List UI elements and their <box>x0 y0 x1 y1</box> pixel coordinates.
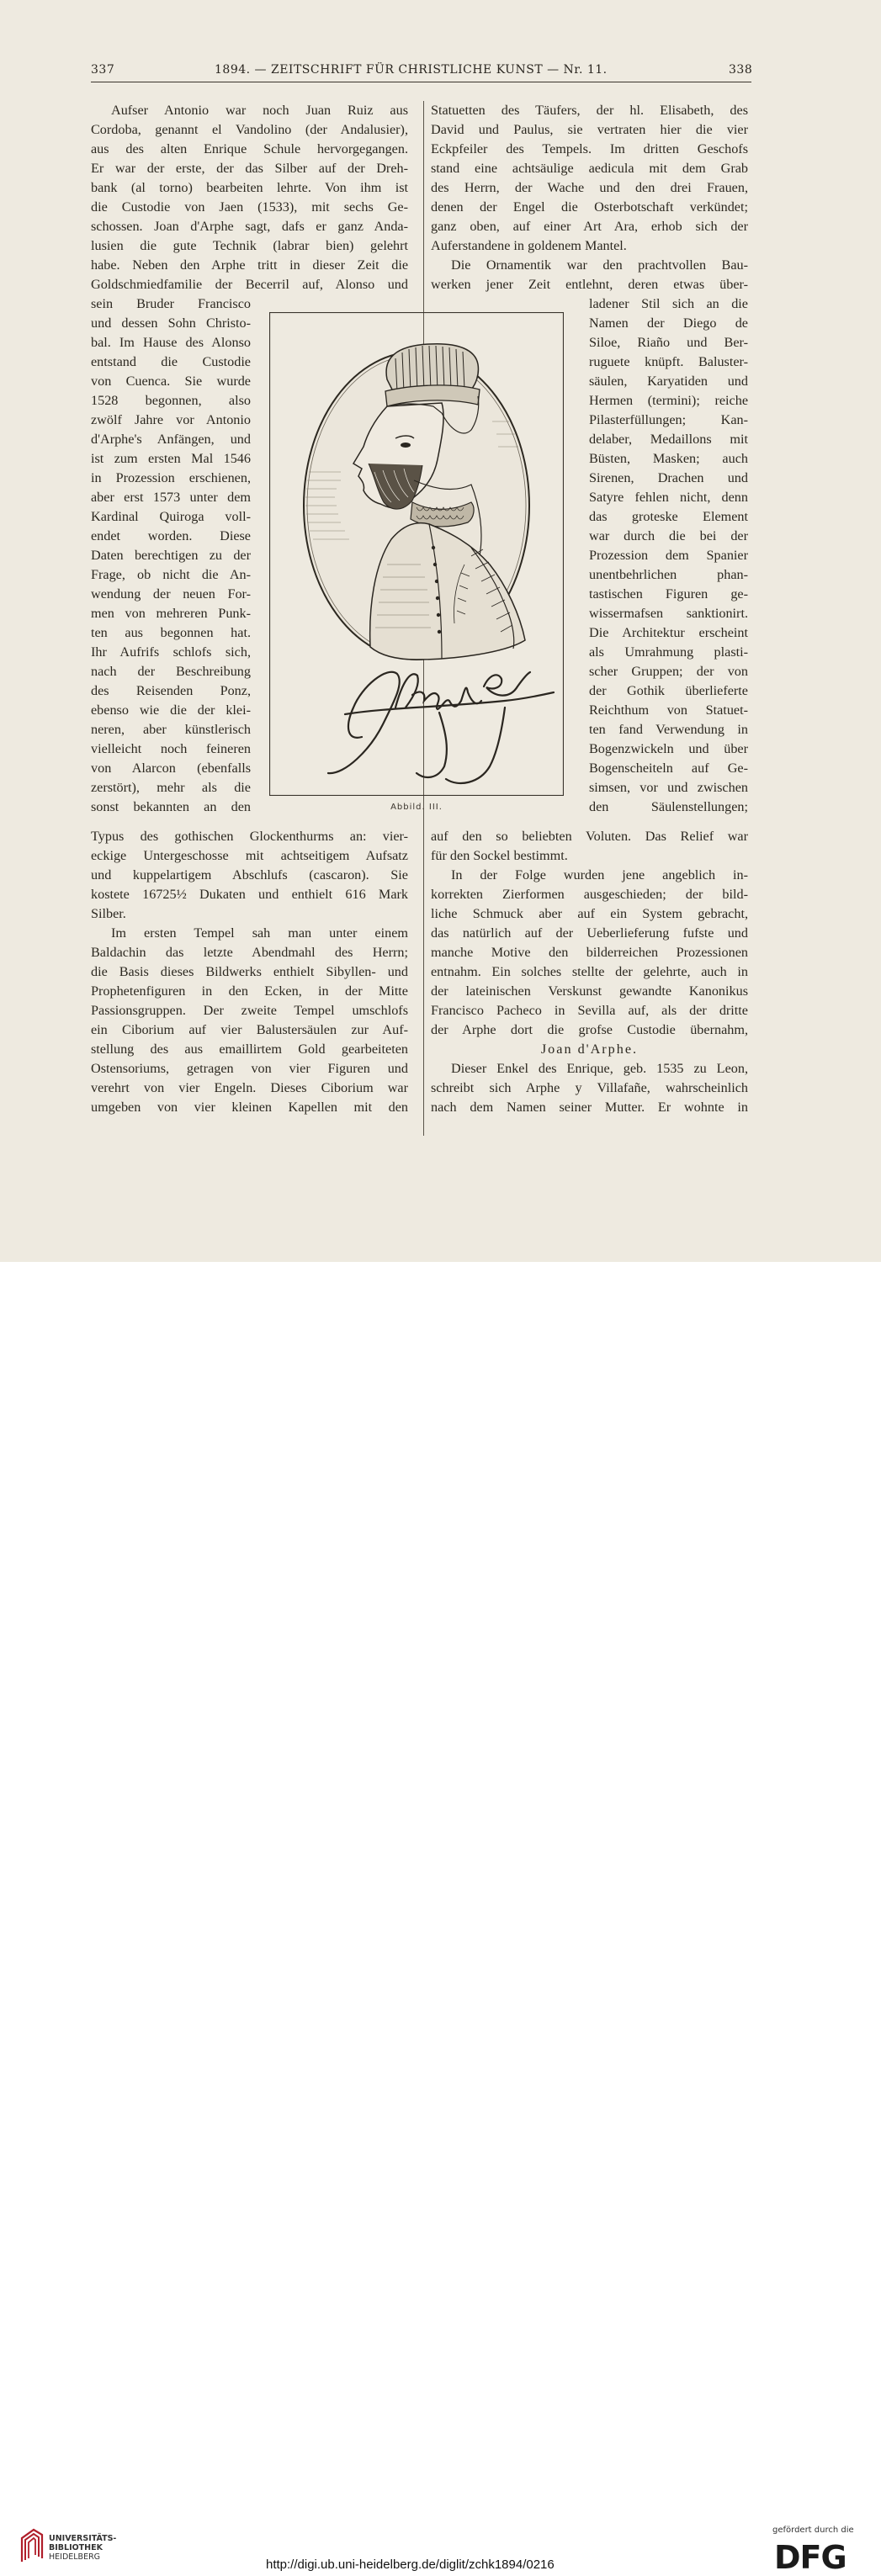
text-line: bank (al torno) bearbeiten lehrte. Von ihm ist <box>91 180 408 195</box>
text-line: Die Ornamentik war den prachtvollen Bau- <box>451 257 748 273</box>
text-line: Typus des gothischen Glockenthurms an: vier- <box>91 829 408 844</box>
text-line: Kardinal Quiroga voll- <box>91 509 251 524</box>
text-line: Sirenen, Drachen und <box>589 470 748 485</box>
text-line: neren, aber künstlerisch <box>91 722 251 737</box>
text-line: Reichthum von Statuet- <box>589 702 748 718</box>
text-line: Aufser Antonio war noch Juan Ruiz aus <box>111 103 408 118</box>
text-line: Büsten, Masken; auch <box>589 451 748 466</box>
text-line: von Cuenca. Sie wurde <box>91 374 251 389</box>
text-line: sonst bekannten an den <box>91 799 251 814</box>
text-line: nach der Beschreibung <box>91 664 251 679</box>
text-line: aber erst 1573 unter dem <box>91 490 251 505</box>
text-line: ten aus begonnen hat. <box>91 625 251 640</box>
text-line: Ihr Aufrifs schlofs sich, <box>91 644 251 660</box>
scanned-page <box>0 0 881 1262</box>
text-line: Eckpfeiler des Tempels. Im dritten Geschofs <box>431 141 748 156</box>
text-line: habe. Neben den Arphe tritt in dieser Zeit die <box>91 257 408 273</box>
funder-note: gefördert durch die <box>772 2526 854 2535</box>
text-line: unentbehrlichen phan- <box>589 567 748 582</box>
text-line: in Prozession erschienen, <box>91 470 251 485</box>
text-line: des Herrn, der Wache und den drei Frauen, <box>431 180 748 195</box>
text-line: säulen, Karyatiden und <box>589 374 748 389</box>
text-line: In der Folge wurden jene angeblich in- <box>451 867 748 883</box>
text-line: werken jener Zeit entlehnt, deren etwas über- <box>431 277 748 292</box>
running-title: 1894. — ZEITSCHRIFT FÜR CHRISTLICHE KUNST — Nr. 11. <box>215 63 608 77</box>
right-column-bottom <box>431 827 748 1117</box>
page-number-right: 338 <box>729 63 753 77</box>
text-line: des Reisenden Ponz, <box>91 683 251 698</box>
text-line: korrekten Zierformen ausgeschieden; der bild- <box>431 887 748 902</box>
text-line: Namen der Diego de <box>589 315 748 331</box>
library-line: HEIDELBERG <box>49 2552 101 2562</box>
dfg-logo: DFG <box>774 2539 847 2576</box>
portrait-figure <box>269 312 564 796</box>
text-line: schossen. Joan d'Arphe sagt, dafs er ganz Anda- <box>91 219 408 234</box>
text-line: Er war der erste, der das Silber auf der Dreh- <box>91 161 408 176</box>
text-line: für den Sockel bestimmt. <box>431 848 568 863</box>
library-line: UNIVERSITÄTS- <box>49 2534 117 2543</box>
section-heading: Joan d'Arphe. <box>540 1042 639 1057</box>
text-line: wissermafsen sanktionirt. <box>589 606 748 621</box>
text-line: ganz oben, auf einer Art Ara, erhob sich der <box>431 219 748 234</box>
text-line: verehrt von vier Engeln. Dieses Ciborium war <box>91 1080 408 1095</box>
library-name <box>49 2534 116 2562</box>
text-line: Bogenzwickeln und über <box>589 741 748 756</box>
text-line: entnahm. Ein solches stellte der gelehrte, auch in <box>431 964 748 979</box>
text-line: aus des alten Enrique Schule hervorgegangen. <box>91 141 408 156</box>
text-line: Francisco Pacheco in Sevilla auf, als der dritte <box>431 1003 748 1018</box>
text-line: manche Motive den bilderreichen Prozessionen <box>431 945 748 960</box>
text-line: ein Ciborium auf vier Balustersäulen zur Auf- <box>91 1022 408 1037</box>
text-line: das natürlich auf der Ueberlieferung fufste und <box>431 925 748 941</box>
left-column-bottom <box>91 827 408 1117</box>
text-line: Silber. <box>91 906 126 921</box>
text-line: Statuetten des Täufers, der hl. Elisabeth, des <box>431 103 748 118</box>
text-line: ist zum ersten Mal 1546 <box>91 451 251 466</box>
footer-bar <box>0 1262 881 2576</box>
text-line: die Basis dieses Bildwerks enthielt Sibyllen- und <box>91 964 408 979</box>
portrait-engraving <box>304 344 529 660</box>
text-line: Prozession dem Spanier <box>589 548 748 563</box>
signature <box>328 672 554 783</box>
text-line: den Säulenstellungen; <box>589 799 748 814</box>
text-line: Hermen (termini); reiche <box>589 393 748 408</box>
text-line: Pilasterfüllungen; Kan- <box>589 412 748 427</box>
text-line: Cordoba, genannt el Vandolino (der Andalusier), <box>91 122 408 137</box>
text-line: ebenso wie die der klei- <box>91 702 251 718</box>
left-column-wrap <box>91 294 251 817</box>
text-line: eckige Untergeschosse mit achtseitigem Aufsatz <box>91 848 408 863</box>
text-line: und dessen Sohn Christo- <box>91 315 251 331</box>
text-line: schreibt sich Arphe y Villafañe, wahrscheinlich <box>431 1080 748 1095</box>
text-line: 1528 begonnen, also <box>91 393 251 408</box>
text-line: Prophetenfiguren in den Ecken, in der Mitte <box>91 983 408 999</box>
text-line: zerstört), mehr als die <box>91 780 251 795</box>
text-line: stellung des aus emaillirtem Gold gearbeiteten <box>91 1042 408 1057</box>
text-line: die Custodie von Jaen (1533), mit sechs Ge- <box>91 199 408 215</box>
text-line: d'Arphe's Anfängen, und <box>91 432 251 447</box>
text-line: der Gothik überlieferte <box>589 683 748 698</box>
text-line: denen der Engel die Osterbotschaft verkündet; <box>431 199 748 215</box>
text-line: zwölf Jahre vor Antonio <box>91 412 251 427</box>
library-logo-icon <box>19 2526 45 2563</box>
text-line: scher Gruppen; der von <box>589 664 748 679</box>
text-line: endet worden. Diese <box>91 528 251 543</box>
text-line: Dieser Enkel des Enrique, geb. 1535 zu Leon, <box>451 1061 748 1076</box>
text-line: simsen, vor und zwischen <box>589 780 748 795</box>
text-line: Daten berechtigen zu der <box>91 548 251 563</box>
text-line: Im ersten Tempel sah man unter einem <box>111 925 408 941</box>
text-line: bal. Im Hause des Alonso <box>91 335 251 350</box>
text-line: entstand die Custodie <box>91 354 251 369</box>
left-column-top <box>91 101 408 294</box>
text-line: kostete 16725½ Dukaten und enthielt 616 Mark <box>91 887 408 902</box>
text-line: Passionsgruppen. Der zweite Tempel umschlofs <box>91 1003 408 1018</box>
text-line: nach dem Namen seiner Mutter. Er wohnte in <box>431 1100 748 1115</box>
text-line: als Umrahmung plasti- <box>589 644 748 660</box>
text-line: Siloe, Riaño und Ber- <box>589 335 748 350</box>
text-line: delaber, Medaillons mit <box>589 432 748 447</box>
text-line: Goldschmiedfamilie der Becerril auf, Alonso und <box>91 277 408 292</box>
text-line: Auferstandene in goldenem Mantel. <box>431 238 627 253</box>
text-line: umgeben von vier kleinen Kapellen mit den <box>91 1100 408 1115</box>
text-line: Die Architektur erscheint <box>589 625 748 640</box>
text-line: ten fand Verwendung in <box>589 722 748 737</box>
text-line: der Arphe dort die grofse Custodie übernahm, <box>431 1022 748 1037</box>
text-line: tastischen Figuren ge- <box>589 586 748 602</box>
text-line: liche Schmuck aber auf ein System gebracht, <box>431 906 748 921</box>
source-url-link[interactable]: http://digi.ub.uni-heidelberg.de/diglit/zchk1894/0216 <box>266 2557 555 2572</box>
text-line: ladener Stil sich an die <box>589 296 748 311</box>
text-line: Frage, ob nicht die An- <box>91 567 251 582</box>
text-line: men von mehreren Punk- <box>91 606 251 621</box>
text-line: stand eine achtsäulige aedicula mit dem Grab <box>431 161 748 176</box>
figure-caption: Abbild. III. <box>390 803 443 812</box>
text-line: lusien die gute Technik (labrar bien) gelehrt <box>91 238 408 253</box>
text-line: Bogenscheiteln auf Ge- <box>589 761 748 776</box>
text-line: war durch die bei der <box>589 528 748 543</box>
text-line: Ostensoriums, getragen von vier Figuren und <box>91 1061 408 1076</box>
text-line: der lateinischen Verskunst gewandte Kanonikus <box>431 983 748 999</box>
text-line: Baldachin das letzte Abendmahl des Herrn; <box>91 945 408 960</box>
text-line: David und Paulus, sie vertraten hier die vier <box>431 122 748 137</box>
text-line: auf den so beliebten Voluten. Das Relief war <box>431 829 748 844</box>
page-number-left: 337 <box>91 63 115 77</box>
text-line: ruguete knüpft. Baluster- <box>589 354 748 369</box>
text-line: sein Bruder Francisco <box>91 296 251 311</box>
text-line: wendung der neuen For- <box>91 586 251 602</box>
text-line: das groteske Element <box>589 509 748 524</box>
library-line: BIBLIOTHEK <box>49 2543 103 2552</box>
right-column-top <box>431 101 748 294</box>
right-column-wrap <box>589 294 748 817</box>
text-line: und kuppelartigem Abschlufs (cascaron). Sie <box>91 867 408 883</box>
text-line: vielleicht noch feineren <box>91 741 251 756</box>
text-line: von Alarcon (ebenfalls <box>91 761 251 776</box>
text-line: Satyre fehlen nicht, denn <box>589 490 748 505</box>
